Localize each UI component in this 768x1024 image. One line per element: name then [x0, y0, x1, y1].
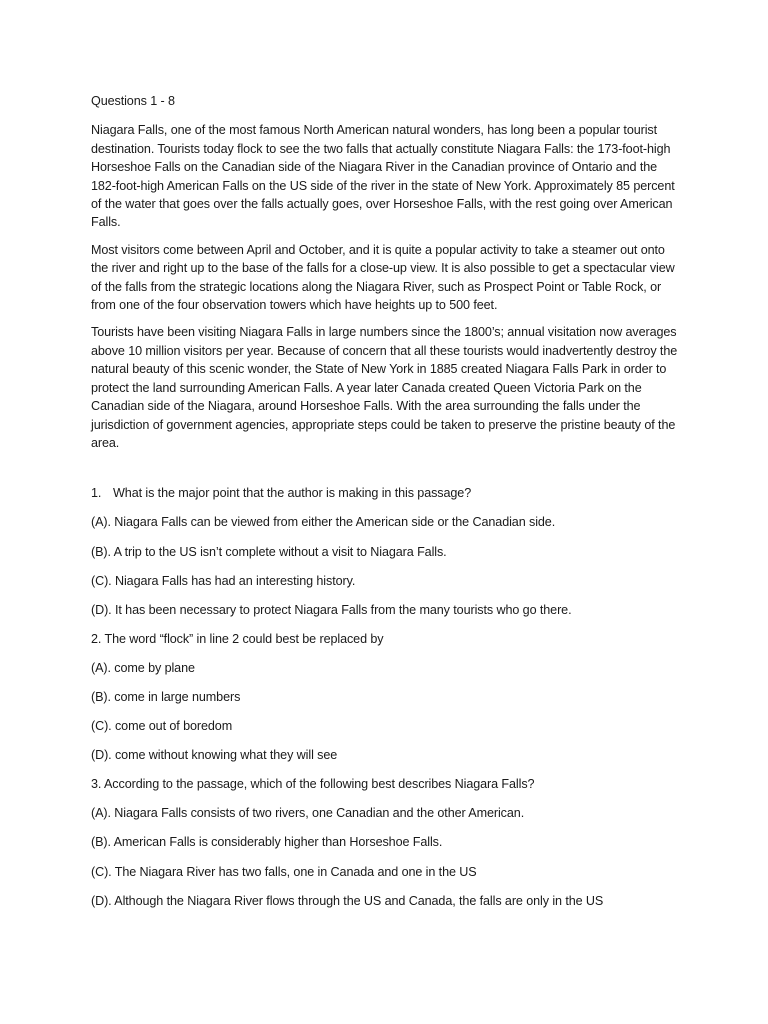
- question-1: [91, 484, 681, 502]
- passage-paragraph-3: Tourists have been visiting Niagara Falls in large numbers since the 1800’s; annual visitation now averages above 10 million visitors per year. Because of concern that all these tourists would inadvertently destroy the natural beauty of this scenic wonder, the State of New York in 1885 created Niagara Falls Park in order to protect the land surrounding American Falls. A year later Canada created Queen Victoria Park on the Canadian side of the Niagara, around Horseshoe Falls. With the area surrounding the falls under the jurisdiction of government agencies, appropriate steps could be taken to preserve the pristine beauty of the area.: [91, 325, 678, 450]
- question-3-option-a: (A). Niagara Falls consists of two rivers, one Canadian and the other American.: [91, 806, 525, 821]
- question-3-option-d: (D). Although the Niagara River flows through the US and Canada, the falls are only in the US: [91, 893, 604, 908]
- question-1-option-c: (C). Niagara Falls has had an interesting history.: [91, 573, 356, 588]
- question-3-option-b: (B). American Falls is considerably higher than Horseshoe Falls.: [91, 835, 443, 850]
- question-list: [91, 484, 681, 910]
- question-2-option-d: (D). come without knowing what they will see: [91, 748, 338, 763]
- passage-paragraph-2: Most visitors come between April and October, and it is quite a popular activity to take a steamer out onto the river and right up to the base of the falls for a close-up view. It is also possible to get a spectacular view of the falls from the strategic locations along the Niagara River, such as Prospect Point or Table Rock, or from one of the four observation towers which have heights up to 500 feet.: [91, 242, 675, 313]
- question-3-option-c: (C). The Niagara River has two falls, one in Canada and one in the US: [91, 864, 477, 879]
- question-2-option-c: (C). come out of boredom: [91, 719, 233, 734]
- questions-heading: Questions 1 - 8: [91, 94, 175, 108]
- question-3: 3. According to the passage, which of the following best describes Niagara Falls?: [91, 777, 535, 792]
- question-1-option-b: (B). A trip to the US isn’t complete without a visit to Niagara Falls.: [91, 544, 447, 559]
- question-1-text: What is the major point that the author is making in this passage?: [113, 486, 472, 501]
- question-2-option-b: (B). come in large numbers: [91, 689, 241, 704]
- passage-paragraph-1: Niagara Falls, one of the most famous North American natural wonders, has long been a popular tourist destination. Tourists today flock to see the two falls that actually constitute Niagara Falls: the 173-foot-high Horseshoe Falls on the Canadian side of the Niagara River in the Canadian province of Ontario and the 182-foot-high American Falls on the US side of the river in the state of New York. Approximately 85 percent of the water that goes over the falls actually goes, over Horseshoe Falls, with the rest going over American Falls.: [91, 123, 675, 230]
- document-page: [91, 92, 681, 921]
- question-1-option-a: (A). Niagara Falls can be viewed from either the American side or the Canadian side.: [91, 515, 556, 530]
- question-1-option-d: (D). It has been necessary to protect Niagara Falls from the many tourists who go there.: [91, 602, 572, 617]
- question-2: 2. The word “flock” in line 2 could best be replaced by: [91, 631, 384, 646]
- question-2-option-a: (A). come by plane: [91, 660, 195, 675]
- question-1-number: 1.: [91, 486, 102, 501]
